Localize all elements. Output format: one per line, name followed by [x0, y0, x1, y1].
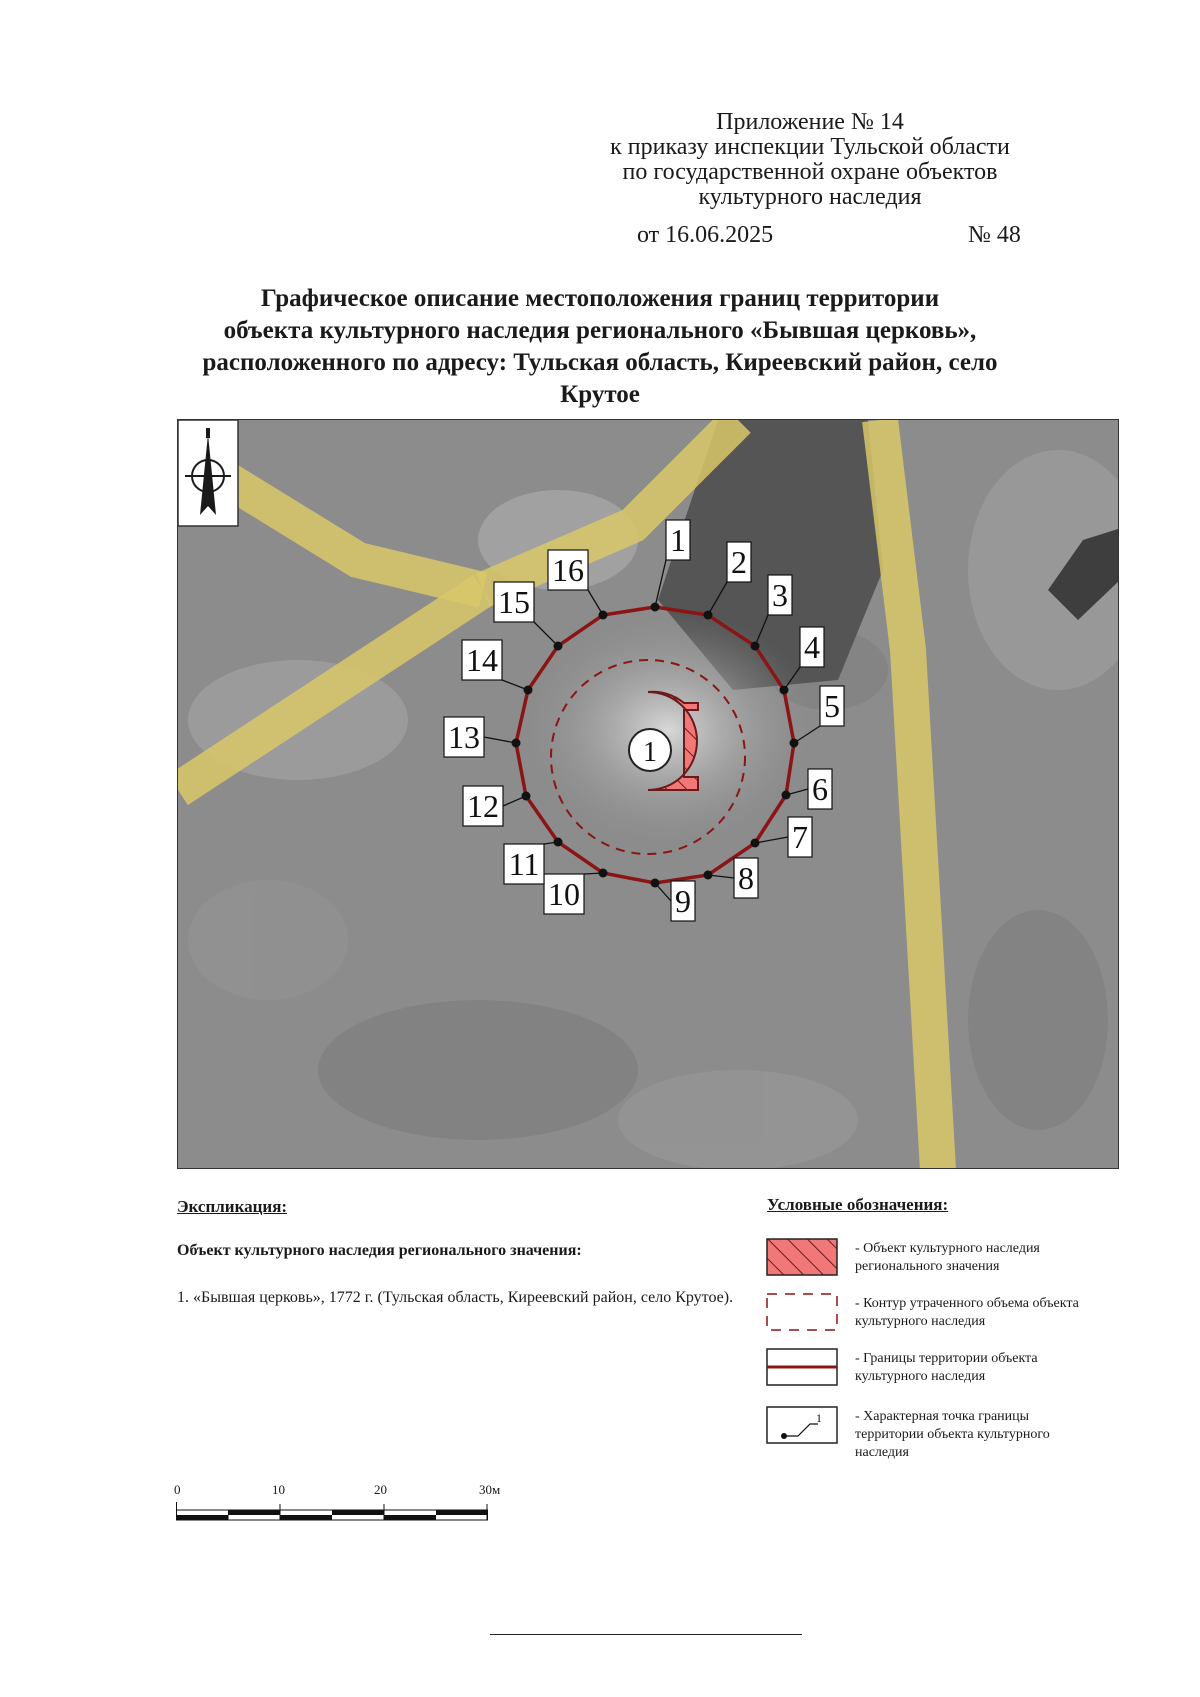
title-line-4: Крутое [560, 381, 640, 408]
point-label-text: 3 [772, 577, 788, 613]
title-line-2: объекта культурного наследия регионального «Бывшая церковь», [223, 317, 977, 344]
title-line-3: расположенного по адресу: Тульская область, Киреевский район, село [202, 349, 998, 376]
scale-label-10: 10 [272, 1482, 285, 1497]
legend-title: Условные обозначения: [767, 1195, 949, 1214]
title-line-1: Графическое описание местоположения границ территории [260, 285, 940, 312]
point-marker [524, 686, 533, 695]
document-title [150, 283, 1050, 411]
point-marker [599, 869, 608, 878]
point-label-text: 14 [466, 642, 498, 678]
point-marker [790, 739, 799, 748]
point-marker [651, 603, 660, 612]
legend-item-point [766, 1406, 1086, 1460]
point-label-text: 16 [552, 552, 584, 588]
dashed-contour-icon [766, 1293, 838, 1331]
point-label-text: 12 [467, 788, 499, 824]
explication-title: Экспликация: [177, 1197, 288, 1216]
point-marker [780, 686, 789, 695]
legend-item-boundary [766, 1348, 1086, 1392]
point-label-text: 5 [824, 688, 840, 724]
point-label-text: 11 [508, 846, 540, 882]
boundary-point-icon [766, 1406, 838, 1444]
object-number-label: 1 [643, 737, 657, 768]
point-marker [651, 879, 660, 888]
point-label-text: 15 [498, 584, 530, 620]
point-marker [751, 839, 760, 848]
legend-item-object [766, 1238, 1086, 1282]
map-canvas [178, 420, 1119, 1169]
point-marker [554, 642, 563, 651]
legend-text-contour: - Контур утраченного объема объекта культурного наследия [855, 1296, 1079, 1329]
appendix-header [560, 110, 1060, 210]
scale-label-0: 0 [174, 1482, 181, 1497]
legend-text-boundary: - Границы территории объекта культурного наследия [855, 1351, 1038, 1384]
point-label-text: 8 [738, 860, 754, 896]
appendix-line-4: культурного наследия [698, 184, 922, 210]
order-date: от 16.06.2025 [637, 222, 774, 248]
point-label-text: 13 [448, 719, 480, 755]
legend-point-sample-label: 1 [816, 1411, 822, 1425]
map-panel [177, 419, 1119, 1169]
point-marker [704, 871, 713, 880]
appendix-number: Приложение № 14 [716, 109, 904, 135]
point-marker [704, 611, 713, 620]
order-number: № 48 [968, 222, 1021, 248]
point-marker [751, 642, 760, 651]
point-marker [599, 611, 608, 620]
point-label-text: 6 [812, 771, 828, 807]
point-label-text: 10 [548, 876, 580, 912]
north-arrow-icon [178, 420, 238, 526]
point-label-text: 2 [731, 544, 747, 580]
appendix-line-2: к приказу инспекции Тульской области [610, 134, 1010, 160]
scale-bar [174, 1482, 514, 1542]
appendix-line-3: по государственной охране объектов [622, 159, 998, 185]
point-label-text: 7 [792, 819, 808, 855]
legend-item-contour [766, 1293, 1086, 1337]
legend-text-object: - Объект культурного наследия регионального значения [855, 1241, 1040, 1274]
point-marker [522, 792, 531, 801]
point-marker [554, 838, 563, 847]
point-label-text: 1 [670, 522, 686, 558]
hatched-object-icon [766, 1238, 838, 1276]
scale-bar-graphic [176, 1502, 496, 1532]
explication-item: 1. «Бывшая церковь», 1772 г. (Тульская область, Киреевский район, село Крутое). [177, 1289, 734, 1306]
scale-label-20: 20 [374, 1482, 387, 1497]
boundary-line-icon [766, 1348, 838, 1386]
point-marker [512, 739, 521, 748]
explication-subtitle: Объект культурного наследия регионального значения: [177, 1242, 582, 1259]
legend-text-point: - Характерная точка границы территории объекта культурного наследия [855, 1409, 1050, 1460]
point-label-text: 9 [675, 883, 691, 919]
point-label-text: 4 [804, 629, 820, 665]
scale-label-30: 30м [479, 1482, 501, 1497]
footer-rule [490, 1634, 802, 1635]
point-marker [782, 791, 791, 800]
